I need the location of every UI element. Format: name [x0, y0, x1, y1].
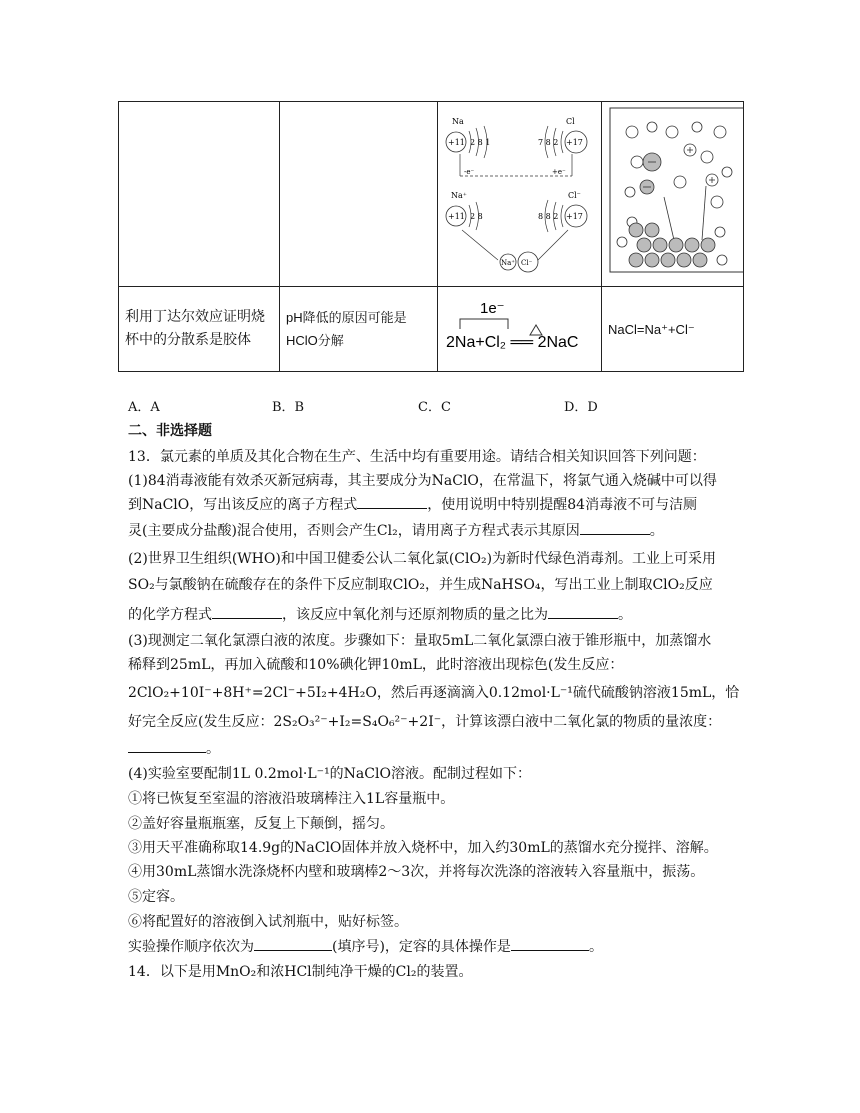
q13-part4-text-b: (填序号)，定容的具体操作是: [332, 939, 511, 955]
cell-b-text: [280, 287, 438, 372]
cl-shells: 7 8 2: [538, 138, 559, 147]
q13-part4-text-c: 。: [588, 939, 603, 955]
option-d-text: NaCl=Na⁺+Cl⁻: [608, 321, 695, 337]
answer-blank[interactable]: [511, 936, 589, 951]
na-label: Na: [452, 117, 464, 126]
na-ion-shells: 2 8: [470, 212, 483, 221]
choice-a[interactable]: A．A: [128, 400, 160, 415]
cl-ion-shells: 8 8 2: [538, 212, 559, 221]
cell-c-equation: [438, 287, 602, 372]
answer-blank[interactable]: [357, 494, 427, 509]
q13-part2-line2: SO₂与氯酸钠在硫酸存在的条件下反应制取ClO₂，并生成NaHSO₄，写出工业上制取ClO₂反应: [128, 577, 713, 593]
option-b-text: pH降低的原因可能是HClO分解: [286, 310, 407, 348]
q13-part2-line1: (2)世界卫生组织(WHO)和中国卫健委公认二氧化氯(ClO₂)为新时代绿色消毒剂。工业上可采用: [128, 551, 717, 567]
q13-step6: ⑥将配置好的溶液倒入试剂瓶中，贴好标签。: [128, 914, 408, 930]
cell-d-diagram: [602, 102, 744, 287]
na-nucleus: +11: [448, 138, 465, 147]
section-title: 二、非选择题: [128, 423, 212, 439]
cell-b-image: [280, 102, 438, 287]
q13-part1-line3: [128, 520, 748, 540]
answer-blank[interactable]: [128, 738, 206, 753]
q13-step4: ④用30mL蒸馏水洗涤烧杯内壁和玻璃棒2～3次，并将每次洗涤的溶液转入容量瓶中，振荡。: [128, 864, 705, 880]
q13-step1: ①将已恢复至室温的溶液沿玻璃棒注入1L容量瓶中。: [128, 791, 455, 807]
question-14-stem: 14．以下是用MnO₂和浓HCl制纯净干燥的Cl₂的装置。: [128, 964, 473, 980]
question-13-stem: 13．氯元素的单质及其化合物在生产、生活中均有重要用途。请结合相关知识回答下列问题：: [128, 449, 706, 465]
na-ion-nucleus: +11: [448, 212, 465, 221]
q13-part3-line4: 好完全反应(发生反应：2S₂O₃²⁻+I₂=S₄O₆²⁻+2I⁻，计算该漂白液中二氧化氯的物质的量浓度：: [128, 714, 722, 730]
q13-part1-text-a: 到NaClO，写出该反应的离子方程式: [128, 497, 358, 513]
q13-part3-line1: (3)现测定二氧化氯漂白液的浓度。步骤如下：量取5mL二氧化氯漂白液于锥形瓶中，加蒸馏水: [128, 633, 712, 649]
q13-part3-text-end: 。: [206, 741, 220, 757]
q13-part2-text-c: 。: [618, 607, 632, 623]
q13-part2-text-a: 的化学方程式: [128, 607, 212, 623]
choice-b[interactable]: B．B: [272, 400, 305, 415]
options-table: [118, 101, 744, 372]
cell-a-text: [119, 287, 280, 372]
choice-d[interactable]: D．D: [564, 400, 598, 415]
cl-ion-label: Cl⁻: [568, 191, 581, 200]
ionic-bond-diagram: [438, 102, 601, 286]
q13-part4-answer-line: [128, 936, 748, 956]
electron-transfer-equation: [438, 287, 601, 371]
answer-blank[interactable]: [580, 520, 650, 535]
q13-part1-text-b: ，使用说明中特别提醒84消毒液不可与洁厕: [427, 497, 698, 513]
electron-transfer-label: 1e⁻: [480, 300, 505, 317]
nacl-dissolution-diagram: [602, 102, 743, 286]
q13-part4-line1: (4)实验室要配制1L 0.2mol·L⁻¹的NaClO溶液。配制过程如下：: [128, 766, 531, 782]
minus-electron: -e⁻: [464, 168, 475, 176]
answer-blank[interactable]: [212, 604, 282, 619]
q13-part1-text-c: 灵(主要成分盐酸)混合使用，否则会产生Cl₂，请用离子方程式表示其原因: [128, 523, 580, 539]
q13-part1-line2: [128, 494, 748, 514]
na-shells: 2 8 1: [470, 138, 491, 147]
q13-part1-line1: (1)84消毒液能有效杀灭新冠病毒，其主要成分为NaClO，在常温下，将氯气通入烧碱中可以得: [128, 473, 717, 489]
reaction-equation: 2Na+Cl₂ ══ 2NaC: [446, 334, 579, 351]
q13-part2-text-b: ，该反应中氧化剂与还原剂物质的量之比为: [282, 607, 548, 623]
cell-c-diagram: [438, 102, 602, 287]
q13-part1-text-d: 。: [649, 523, 664, 539]
q13-part3-line2: 稀释到25mL，再加入硫酸和10%碘化钾10mL，此时溶液出现棕色(发生反应：: [128, 657, 624, 673]
q13-step3: ③用天平准确称取14.9g的NaClO固体并放入烧杯中，加入约30mL的蒸馏水充分搅拌、溶解。: [128, 840, 718, 856]
q13-step2: ②盖好容量瓶瓶塞，反复上下颠倒，摇匀。: [128, 816, 394, 832]
q13-part3-line5: [128, 738, 748, 758]
q13-part3-line3: 2ClO₂+10I⁻+8H⁺=2Cl⁻+5I₂+4H₂O，然后再逐滴滴入0.12mol·L⁻¹硫代硫酸钠溶液15mL，恰: [128, 685, 740, 701]
q13-part2-line3: [128, 604, 748, 624]
cl-nucleus: +17: [566, 138, 583, 147]
cl-label: Cl: [566, 117, 575, 126]
answer-blank[interactable]: [254, 936, 332, 951]
na-ion-label: Na⁺: [451, 191, 467, 200]
plus-electron: +e⁻: [552, 168, 566, 176]
answer-blank[interactable]: [548, 604, 618, 619]
product-cl-ion: Cl⁻: [521, 259, 533, 267]
q13-part4-text-a: 实验操作顺序依次为: [128, 939, 254, 955]
option-a-text: 利用丁达尔效应证明烧杯中的分散系是胶体: [125, 309, 265, 348]
q13-step5: ⑤定容。: [128, 889, 184, 905]
cl-ion-nucleus: +17: [566, 212, 583, 221]
cell-d-text: [602, 287, 744, 372]
cell-a-image: [119, 102, 280, 287]
choice-c[interactable]: C．C: [418, 400, 451, 415]
product-na-ion: Na⁺: [501, 259, 515, 267]
